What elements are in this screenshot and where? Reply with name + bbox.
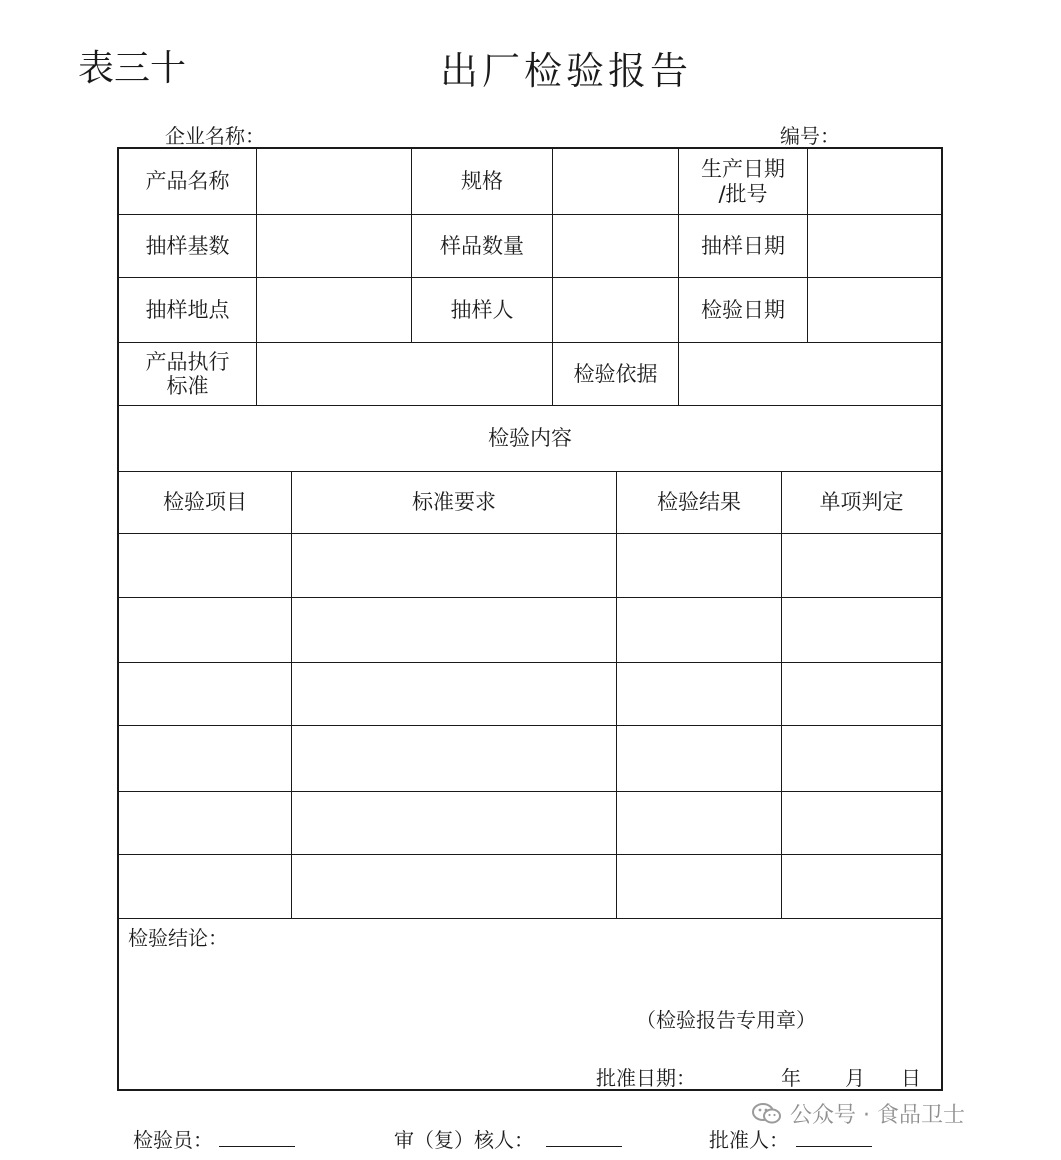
- inspection-date-field[interactable]: [808, 278, 941, 342]
- approver-label: 批准人：: [709, 1128, 789, 1152]
- reviewer-label: 审（复）核人：: [394, 1128, 534, 1152]
- table-cell[interactable]: [119, 534, 291, 597]
- table-cell[interactable]: [617, 663, 781, 725]
- sample-quantity-field[interactable]: [553, 215, 678, 277]
- table-cell[interactable]: [292, 726, 616, 791]
- table-cell[interactable]: [617, 726, 781, 791]
- sampling-date-label: 抽样日期: [701, 233, 785, 258]
- column-header-result: 检验结果: [657, 490, 741, 515]
- sampling-base-field[interactable]: [257, 215, 411, 277]
- sampling-date-field[interactable]: [808, 215, 941, 277]
- product-standard-label: 产品执行 标准: [145, 349, 230, 398]
- product-name-field[interactable]: [257, 149, 411, 214]
- sample-quantity-label: 样品数量: [440, 233, 524, 258]
- table-cell[interactable]: [292, 663, 616, 725]
- product-standard-field[interactable]: [257, 343, 552, 405]
- reviewer-signature-line[interactable]: [546, 1146, 622, 1147]
- production-date-batch-label: 生产日期 /批号: [701, 157, 785, 206]
- column-header-item: 检验项目: [163, 490, 247, 515]
- page-title: 出厂检验报告: [440, 49, 693, 93]
- inspection-date-label: 检验日期: [701, 297, 785, 322]
- production-date-batch-field[interactable]: [808, 149, 941, 214]
- watermark-text: 公众号 · 食品卫士: [790, 1103, 965, 1128]
- day-label: 日: [901, 1066, 921, 1090]
- approver-signature-line[interactable]: [796, 1146, 872, 1147]
- table-cell[interactable]: [782, 855, 941, 918]
- table-cell[interactable]: [617, 855, 781, 918]
- spec-label: 规格: [461, 169, 503, 194]
- wechat-icon: [752, 1102, 782, 1126]
- table-cell[interactable]: [119, 726, 291, 791]
- table-cell[interactable]: [292, 792, 616, 854]
- inspector-signature-line[interactable]: [219, 1146, 295, 1147]
- table-code: 表三十: [78, 48, 187, 89]
- company-name-label: 企业名称：: [165, 124, 265, 148]
- inspection-basis-label: 检验依据: [573, 361, 658, 386]
- inspection-basis-field[interactable]: [679, 343, 941, 405]
- table-cell[interactable]: [292, 598, 616, 662]
- table-cell[interactable]: [782, 663, 941, 725]
- table-cell[interactable]: [119, 598, 291, 662]
- table-cell[interactable]: [292, 534, 616, 597]
- inspection-content-header: 检验内容: [488, 426, 572, 451]
- table-cell[interactable]: [119, 663, 291, 725]
- table-cell[interactable]: [119, 792, 291, 854]
- table-cell[interactable]: [782, 726, 941, 791]
- column-header-standard: 标准要求: [412, 490, 496, 515]
- inspector-label: 检验员：: [133, 1128, 213, 1152]
- year-label: 年: [781, 1066, 801, 1090]
- table-cell[interactable]: [617, 598, 781, 662]
- sampling-location-label: 抽样地点: [145, 297, 230, 322]
- conclusion-label: 检验结论：: [128, 926, 228, 950]
- watermark: [752, 1098, 965, 1129]
- table-cell[interactable]: [119, 855, 291, 918]
- table-cell[interactable]: [782, 598, 941, 662]
- conclusion-field[interactable]: [128, 952, 928, 992]
- table-cell[interactable]: [292, 855, 616, 918]
- sampler-label: 抽样人: [450, 297, 514, 322]
- table-cell[interactable]: [782, 534, 941, 597]
- sampling-location-field[interactable]: [257, 278, 411, 342]
- sampling-base-label: 抽样基数: [145, 233, 230, 258]
- product-name-label: 产品名称: [145, 169, 230, 194]
- sampler-field[interactable]: [553, 278, 678, 342]
- table-cell[interactable]: [617, 534, 781, 597]
- spec-field[interactable]: [553, 149, 678, 214]
- stamp-placeholder: （检验报告专用章）: [636, 1008, 816, 1032]
- column-header-judgement: 单项判定: [819, 490, 904, 515]
- table-cell[interactable]: [782, 792, 941, 854]
- report-number-label: 编号：: [780, 124, 840, 148]
- approval-date-label: 批准日期：: [596, 1066, 696, 1090]
- report-form: [117, 147, 943, 1091]
- table-cell[interactable]: [617, 792, 781, 854]
- month-label: 月: [845, 1066, 865, 1090]
